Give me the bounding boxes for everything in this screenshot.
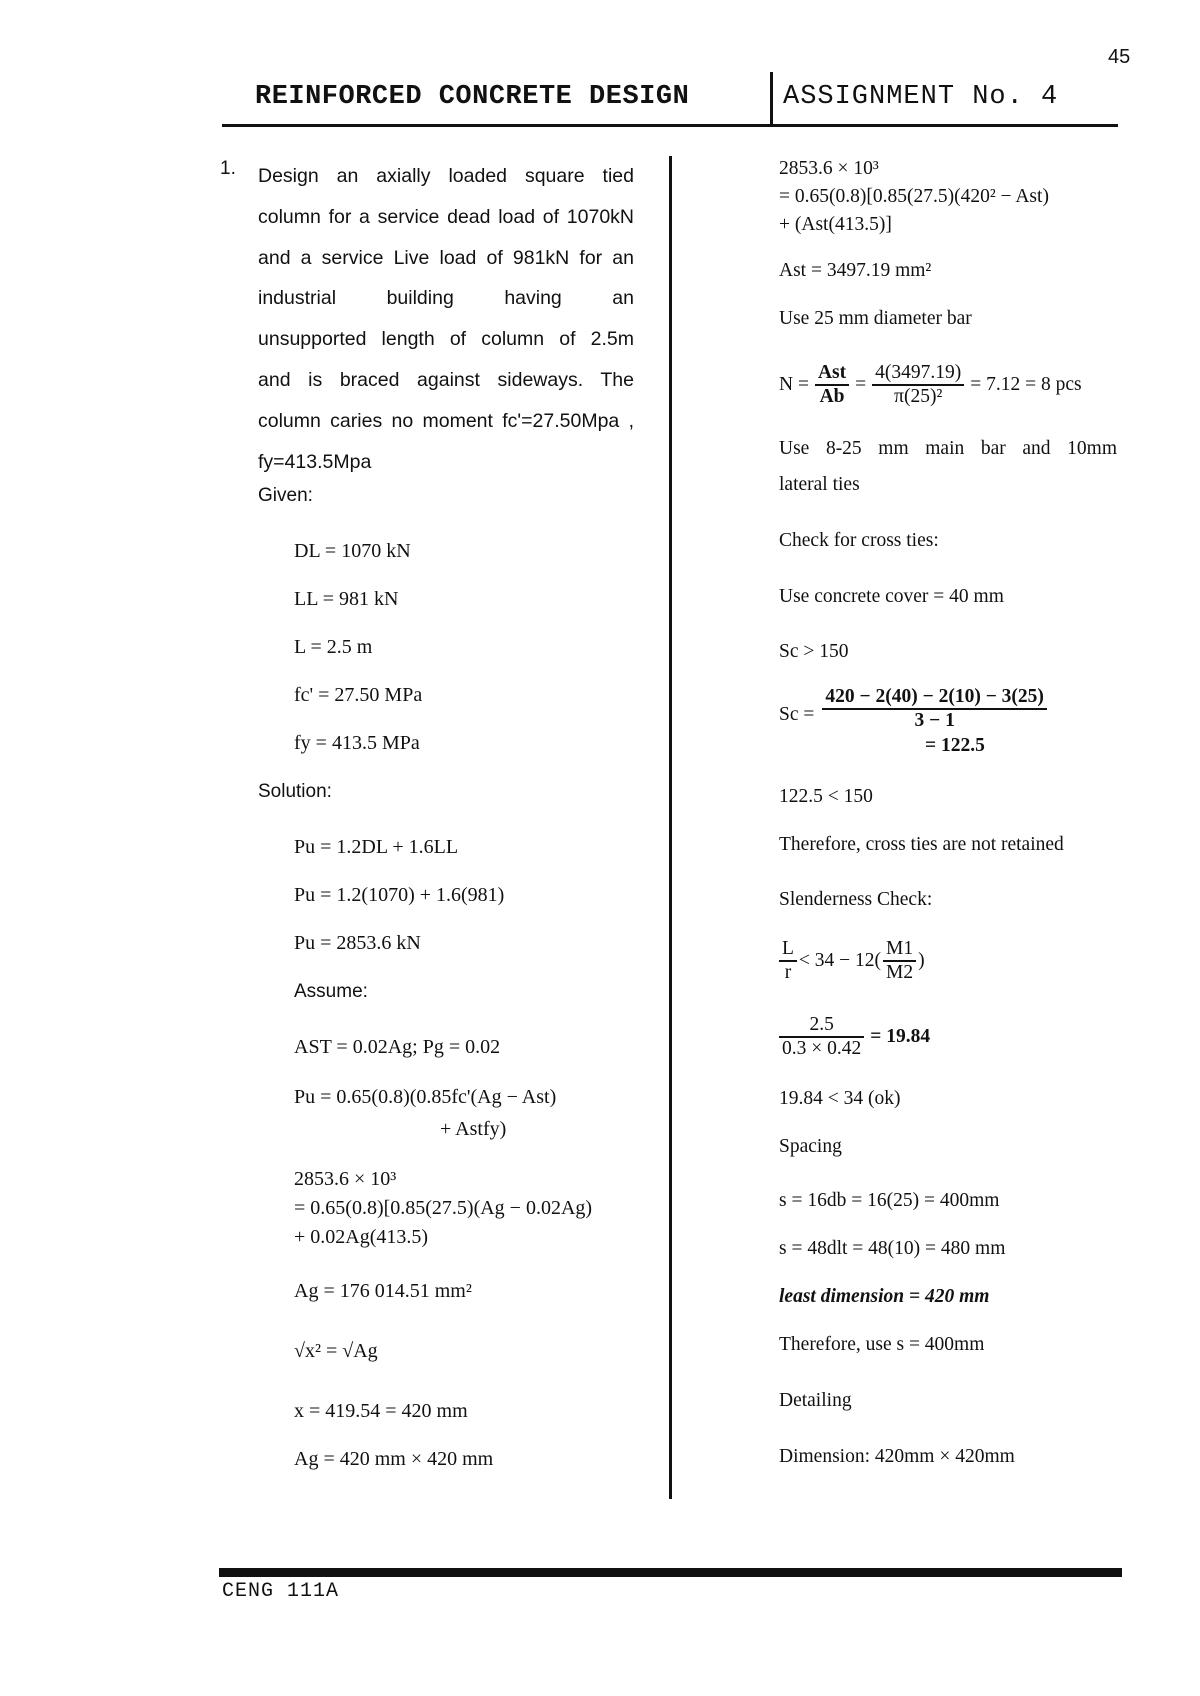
solution-label: Solution: [258, 781, 332, 802]
fraction-numerator: L [779, 938, 797, 962]
steel-equation-line2: = 0.65(0.8)[0.85(27.5)(420² − Ast) [779, 186, 1049, 207]
fraction-denominator: Ab [819, 386, 845, 407]
slenderness-ratio-result: = 19.84 [870, 1026, 931, 1047]
header-assignment: ASSIGNMENT No. 4 [783, 82, 1059, 112]
equation-side-length: x = 419.54 = 420 mm [294, 1400, 468, 1422]
cross-ties-heading: Check for cross ties: [779, 530, 939, 551]
fraction-numerator: M1 [883, 938, 916, 962]
clear-spacing-condition: Sc > 150 [779, 641, 849, 662]
fraction-numerator: 2.5 [779, 1014, 864, 1038]
problem-line: and is braced against sideways. The [258, 368, 634, 391]
bar-count-fraction-2 [872, 362, 964, 408]
problem-line: column for a service dead load of 1070kN [258, 205, 634, 228]
slenderness-ratio-equation [779, 1014, 930, 1060]
main-bar-note-line1: Use 8-25 mm main bar and 10mm [779, 438, 1117, 459]
given-ll: LL = 981 kN [294, 588, 399, 610]
given-label: Given: [258, 485, 313, 506]
bar-count-equation [779, 362, 1082, 408]
bar-count-result: = 7.12 = 8 pcs [970, 374, 1082, 395]
problem-line: unsupported length of column of 2.5m [258, 328, 634, 351]
given-dl: DL = 1070 kN [294, 540, 411, 562]
bar-count-equals: = [855, 374, 867, 395]
fraction-denominator: 0.3 × 0.42 [782, 1038, 862, 1059]
equation-substitute-line2: = 0.65(0.8)[0.85(27.5)(Ag − 0.02Ag) [294, 1197, 593, 1219]
equation-pu-formula: Pu = 1.2DL + 1.6LL [294, 836, 459, 858]
clear-spacing-fraction [822, 686, 1047, 732]
steel-equation-line1: 2853.6 × 10³ [779, 158, 879, 179]
spacing-heading: Spacing [779, 1136, 842, 1157]
given-fy: fy = 413.5 MPa [294, 732, 420, 754]
equation-pu-substitution: Pu = 1.2(1070) + 1.6(981) [294, 884, 505, 906]
concrete-cover-note: Use concrete cover = 40 mm [779, 586, 1004, 607]
fraction-denominator: 3 − 1 [914, 710, 955, 731]
slenderness-value-fraction [779, 1014, 864, 1060]
main-bar-note-line2: lateral ties [779, 474, 860, 495]
problem-statement [258, 156, 634, 482]
clear-spacing-lhs: Sc = [779, 704, 815, 725]
problem-line: column caries no moment fc'=27.50Mpa , [258, 409, 634, 432]
problem-line: and a service Live load of 981kN for an [258, 246, 634, 269]
assumption: AST = 0.02Ag; Pg = 0.02 [294, 1036, 501, 1058]
equation-capacity-line1: Pu = 0.65(0.8)(0.85fc'(Ag − Ast) [294, 1086, 557, 1108]
cross-ties-conclusion: Therefore, cross ties are not retained [779, 834, 1064, 855]
given-length: L = 2.5 m [294, 636, 373, 658]
equation-capacity-line2: + Astfy) [440, 1118, 507, 1140]
given-fc: fc' = 27.50 MPa [294, 684, 423, 706]
header-course-title: REINFORCED CONCRETE DESIGN [255, 82, 690, 112]
bar-count-lhs: N = [779, 374, 809, 395]
problem-line: industrial building having an [258, 287, 634, 310]
equation-pu-result: Pu = 2853.6 kN [294, 932, 421, 954]
spacing-by-main-bar: s = 16db = 16(25) = 400mm [779, 1190, 1000, 1211]
spacing-conclusion: Therefore, use s = 400mm [779, 1334, 985, 1355]
slenderness-heading: Slenderness Check: [779, 889, 933, 910]
problem-line: fy=413.5Mpa [258, 450, 372, 473]
fraction-denominator: M2 [886, 962, 914, 983]
steel-equation-line3: + (Ast(413.5)] [779, 214, 892, 235]
footer-course-code: CENG 111A [222, 1580, 340, 1603]
column-divider [669, 156, 672, 1499]
fraction-numerator: 420 − 2(40) − 2(10) − 3(25) [822, 686, 1047, 710]
equation-ag-result: Ag = 176 014.51 mm² [294, 1280, 472, 1302]
equation-gross-area: Ag = 420 mm × 420 mm [294, 1448, 494, 1470]
moment-ratio-fraction [883, 938, 916, 984]
final-dimension: Dimension: 420mm × 420mm [779, 1446, 1015, 1467]
clear-spacing-result: = 122.5 [925, 735, 985, 756]
slenderness-limit: < 34 − 12( [798, 950, 882, 971]
least-dimension: least dimension = 420 mm [779, 1286, 990, 1307]
spacing-comparison: 122.5 < 150 [779, 786, 873, 807]
fraction-denominator: π(25)² [894, 386, 943, 407]
bar-diameter-note: Use 25 mm diameter bar [779, 308, 972, 329]
clear-spacing-equation [779, 686, 1047, 732]
slenderness-close: ) [918, 950, 925, 971]
spacing-by-ties: s = 48dlt = 48(10) = 480 mm [779, 1238, 1006, 1259]
equation-substitute-line1: 2853.6 × 10³ [294, 1168, 397, 1190]
problem-number: 1. [220, 158, 236, 179]
problem-line: Design an axially loaded square tied [258, 165, 634, 187]
slenderness-equation [779, 938, 925, 984]
fraction-denominator: r [784, 962, 792, 983]
slenderness-ratio-fraction [779, 938, 797, 984]
detailing-heading: Detailing [779, 1390, 852, 1411]
header-divider [770, 72, 773, 126]
steel-area-result: Ast = 3497.19 mm² [779, 260, 932, 281]
header-rule [222, 124, 1118, 127]
fraction-numerator: Ast [815, 362, 849, 386]
bar-count-fraction-1 [815, 362, 849, 408]
page-number: 45 [1108, 46, 1131, 68]
footer-rule [219, 1568, 1122, 1577]
equation-substitute-line3: + 0.02Ag(413.5) [294, 1226, 429, 1248]
equation-square-root: √x² = √Ag [294, 1340, 378, 1362]
fraction-numerator: 4(3497.19) [872, 362, 964, 386]
assume-label: Assume: [294, 981, 368, 1002]
slenderness-ok: 19.84 < 34 (ok) [779, 1088, 901, 1109]
